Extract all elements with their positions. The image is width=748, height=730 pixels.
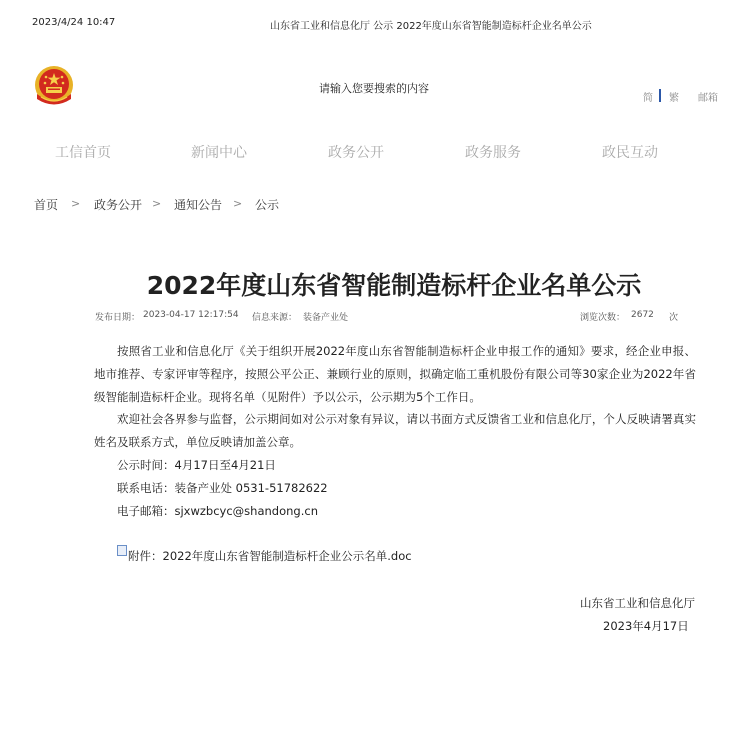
- publish-date: 2023-04-17 12:17:54: [143, 310, 239, 320]
- source-label: 信息来源：: [252, 313, 298, 323]
- breadcrumb-home[interactable]: 首页: [34, 198, 59, 212]
- publicity-period: 公示时间：4月17日至4月21日: [117, 457, 276, 472]
- nav-item-services[interactable]: 政务服务: [465, 145, 521, 161]
- attachment-link[interactable]: 附件：2022年度山东省智能制造标杆企业公示名单.doc: [128, 549, 412, 563]
- breadcrumb-separator: >: [233, 197, 243, 210]
- views-count: 2672: [631, 310, 654, 320]
- breadcrumb-separator: >: [71, 197, 81, 210]
- article-body: [94, 340, 696, 522]
- views-unit: 次: [669, 313, 679, 323]
- print-doc-title: 山东省工业和信息化厅 公示 2022年度山东省智能制造标杆企业名单公示: [270, 21, 592, 32]
- breadcrumb-notices[interactable]: 通知公告: [174, 198, 223, 212]
- lang-simplified-link[interactable]: 简: [643, 93, 653, 104]
- page-title: 2022年度山东省智能制造标杆企业名单公示: [146, 271, 642, 300]
- breadcrumb-public-affairs[interactable]: 政务公开: [94, 198, 143, 212]
- article-paragraph: 欢迎社会各界参与监督，公示期间如对公示对象有异议，请以书面方式反馈省工业和信息化厅，个人反映请署真实姓名及联系方式，单位反映请加盖公章。: [94, 412, 696, 450]
- print-datetime: 2023/4/24 10:47: [32, 17, 116, 28]
- contact-phone: 联系电话：装备产业处 0531-51782622: [117, 480, 328, 495]
- nav-item-home[interactable]: 工信首页: [55, 145, 111, 161]
- source-value: 装备产业处: [303, 313, 349, 323]
- publish-date-label: 发布日期：: [95, 313, 141, 323]
- lang-divider: [659, 89, 661, 102]
- breadcrumb-current[interactable]: 公示: [255, 198, 280, 212]
- contact-email: 电子邮箱：sjxwzbcyc@shandong.cn: [117, 503, 318, 518]
- nav-item-interaction[interactable]: 政民互动: [602, 145, 658, 161]
- nav-item-news[interactable]: 新闻中心: [191, 145, 247, 161]
- article-paragraph: 按照省工业和信息化厅《关于组织开展2022年度山东省智能制造标杆企业申报工作的通知》要求，经企业申报、地市推荐、专家评审等程序，按照公平公正、兼顾行业的原则，拟确定临工重机股份有限公司等30家企业为2022年省级智能制造标杆企业。现将名单（见附件）予以公示，公示期为5个工作日。: [94, 344, 696, 404]
- signature-date: 2023年4月17日: [603, 619, 689, 633]
- search-input[interactable]: 请输入您要搜索的内容: [319, 82, 429, 95]
- lang-traditional-link[interactable]: 繁: [669, 93, 679, 104]
- breadcrumb-separator: >: [152, 197, 162, 210]
- views-label: 浏览次数：: [580, 313, 626, 323]
- signature-org: 山东省工业和信息化厅: [580, 596, 695, 610]
- mail-link[interactable]: 邮箱: [698, 93, 718, 104]
- nav-item-public-affairs[interactable]: 政务公开: [328, 145, 384, 161]
- doc-file-icon: [117, 545, 127, 556]
